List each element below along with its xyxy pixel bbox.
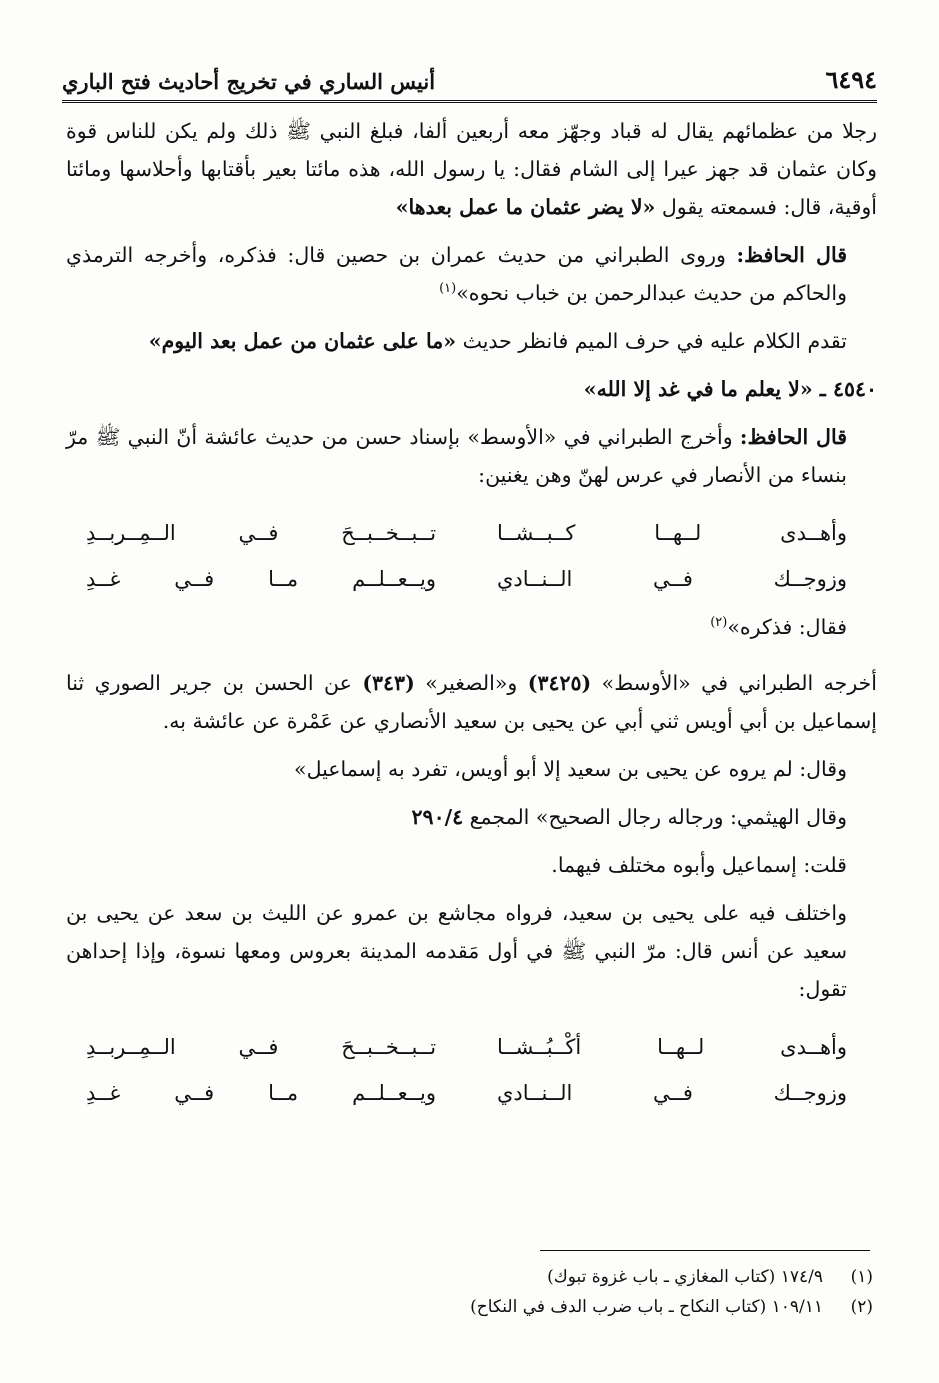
paragraph-2-text: وروى الطبراني من حديث عمران بن حصين قال: فذكره، وأخرجه الترمذي والحاكم من حديث عبدالرحمن بن خباب نحوه» [66, 243, 847, 305]
hafiz-label: قال الحافظ: [736, 243, 847, 267]
paragraph-7 [66, 664, 877, 740]
paragraph-8-text: وقال: لم يروه عن يحيى بن سعيد إلا أبو أويس، تفرد به إسماعيل» [294, 757, 847, 781]
verse-hemistich: وزوجــك فــي الــنــادي [496, 567, 847, 591]
paragraph-11-text: واختلف فيه على يحيى بن سعيد، فرواه مجاشع بن عمرو عن الليث بن سعد عن يحيى بن سعيد عن أنس قال: مرّ النبي ﷺ في أول مَقدمه المدينة بعروس ومعها نسوة، وإذا إحداهن تقول: [66, 901, 847, 1001]
hadith-reference: «ما على عثمان من عمل بعد اليوم» [148, 329, 457, 353]
paragraph-7-text: أخرجه الطبراني في «الأوسط» [591, 671, 877, 695]
footnote-ref-1[interactable]: (١) [439, 281, 457, 297]
verse-hemistich: وأهــدى لــهــا أكْــبُــشــا [496, 1035, 847, 1059]
verse-hemistich: تــبــخــبــحَ فــي الــمِــربــدِ [86, 1035, 437, 1059]
hadith-quote: «لا يضر عثمان ما عمل بعدها» [395, 195, 656, 219]
paragraph-1-text: رجلا من عظمائهم يقال له قباد وجهّز معه أربعين ألفا، فبلغ النبي ﷺ ذلك ولم يكن للناس قوة وكان عثمان قد جهز عيرا إلى الشام فقال: يا رسول الله، هذه مائتا بعير بأقتابها وأحلاسها ومائتا أوقية، قال: فسمعته يقول [66, 119, 877, 219]
footnote-divider [540, 1250, 870, 1251]
verse-line [86, 1024, 847, 1070]
footnote-ref-2[interactable]: (٢) [710, 615, 728, 631]
paragraph-3-text: تقدم الكلام عليه في حرف الميم فانظر حديث [456, 329, 847, 353]
footnote-text: ١٧٤/٩ (كتاب المغازي ـ باب غزوة تبوك) [547, 1267, 823, 1287]
paragraph-9 [66, 798, 877, 836]
paragraph-5-text: وأخرج الطبراني في «الأوسط» بإسناد حسن من حديث عائشة أنّ النبي ﷺ مرّ بنساء من الأنصار في عرس لهنّ وهن يغنين: [66, 425, 847, 487]
paragraph-9-text: وقال الهيثمي: ورجاله رجال الصحيح» المجمع [463, 805, 847, 829]
verse-line [86, 510, 847, 556]
paragraph-6-text: فقال: فذكره» [727, 615, 847, 639]
paragraph-1 [66, 112, 877, 226]
footnote-item [62, 1292, 873, 1322]
verse-hemistich: وأهــدى لــهــا كــبــشــا [496, 521, 847, 545]
verse-hemistich: ويــعــلــم مــا فــي غــدِ [86, 567, 437, 591]
footnote-number: (٢) [850, 1297, 873, 1317]
verse-hemistich: وزوجــك فــي الــنــادي [496, 1081, 847, 1105]
footnote-number: (١) [850, 1267, 873, 1287]
paragraph-3 [66, 322, 877, 360]
page-header [62, 54, 877, 103]
paragraph-11 [66, 894, 877, 1008]
hafiz-label: قال الحافظ: [739, 425, 847, 449]
footnote-item [62, 1262, 873, 1292]
source-number: (٣٤٢٥) [527, 671, 592, 695]
paragraph-8 [66, 750, 877, 788]
poem-1 [66, 510, 877, 602]
main-text [66, 112, 877, 1122]
paragraph-6 [66, 608, 877, 646]
paragraph-10 [66, 846, 877, 884]
running-title: أنيس الساري في تخريج أحاديث فتح الباري [62, 69, 436, 94]
hadith-number-title: ٤٥٤٠ ـ «لا يعلم ما في غد إلا الله» [583, 377, 877, 401]
source-number: (٣٤٣) [362, 671, 415, 695]
page-number: ٦٤٩٤ [825, 65, 877, 94]
paragraph-7-text: عن الحسن بن جرير الصوري ثنا إسماعيل بن أبي أويس ثني أبي عن يحيى بن سعيد الأنصاري عن عَمْرة عن عائشة به. [66, 671, 877, 733]
verse-hemistich: تــبــخــبــحَ فــي الــمِــربــدِ [86, 521, 437, 545]
poem-2 [66, 1024, 877, 1116]
verse-line [86, 1070, 847, 1116]
footnotes [62, 1262, 873, 1322]
source-number: ٢٩٠/٤ [411, 805, 464, 829]
verse-hemistich: ويــعــلــم مــا فــي غــدِ [86, 1081, 437, 1105]
hadith-heading [66, 370, 877, 408]
paragraph-10-text: قلت: إسماعيل وأبوه مختلف فيهما. [551, 853, 847, 877]
paragraph-7-text: و«الصغير» [414, 671, 528, 695]
footnote-text: ١٠٩/١١ (كتاب النكاح ـ باب ضرب الدف في النكاح) [470, 1297, 823, 1317]
verse-line [86, 556, 847, 602]
paragraph-5 [66, 418, 877, 494]
paragraph-2 [66, 236, 877, 312]
